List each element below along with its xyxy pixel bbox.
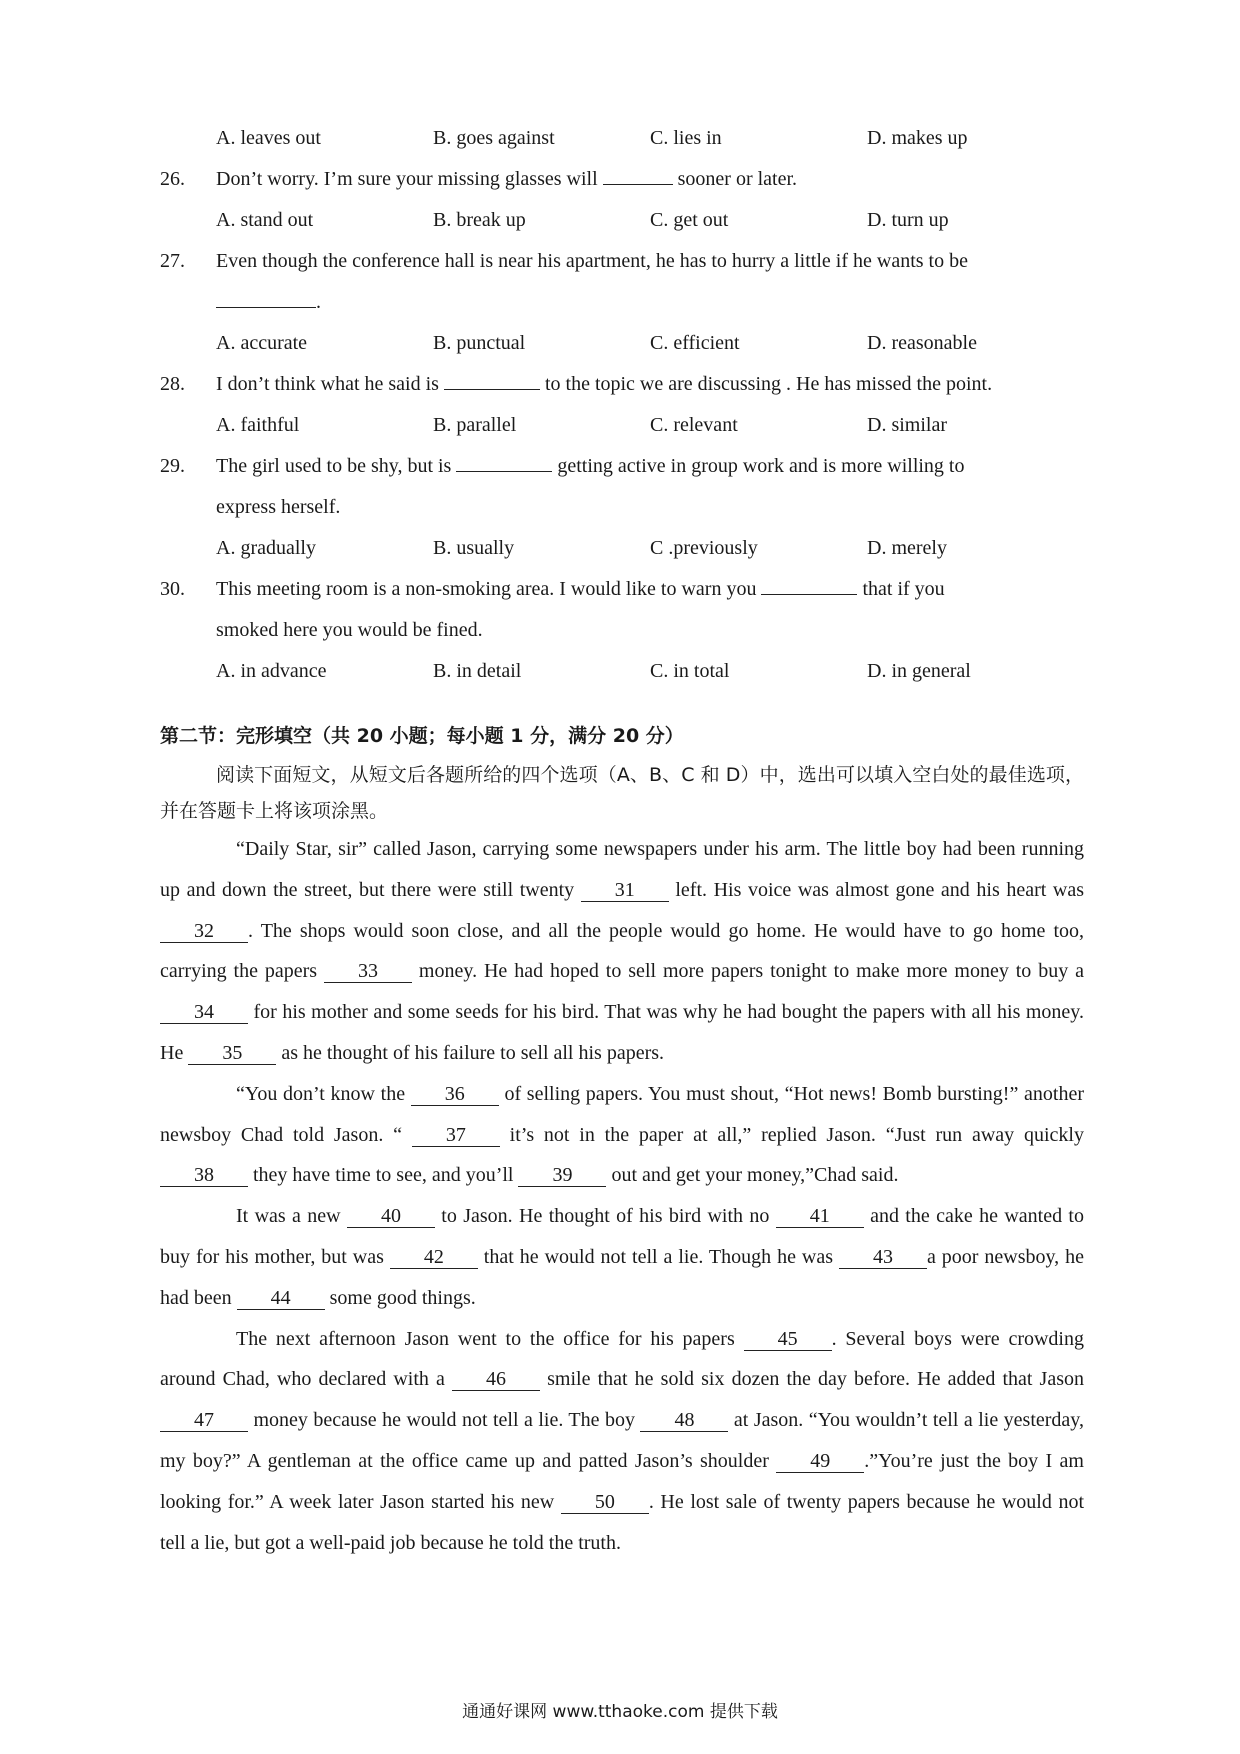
option-b: B. punctual [433, 332, 526, 354]
q28-options [160, 405, 1084, 446]
cloze-blank: 37 [412, 1124, 500, 1147]
cloze-passage [160, 829, 1084, 1563]
question-text: The girl used to be shy, but is getting active in group work and is more willing to [216, 446, 1084, 487]
option-c: C. lies in [650, 127, 722, 149]
question-30 [160, 569, 1084, 610]
cloze-blank: 38 [160, 1164, 248, 1187]
question-text: This meeting room is a non-smoking area. I would like to warn you that if you [216, 569, 1084, 610]
q25-options [160, 118, 1084, 159]
option-c: C. efficient [650, 332, 740, 354]
option-b: B. in detail [433, 660, 522, 682]
q26-options [160, 200, 1084, 241]
q30-options [160, 651, 1084, 692]
option-a: A. leaves out [216, 127, 321, 149]
option-c: C. get out [650, 209, 729, 231]
question-28 [160, 364, 1084, 405]
cloze-blank: 32 [160, 920, 248, 943]
option-b: B. goes against [433, 127, 555, 149]
option-b: B. usually [433, 537, 515, 559]
option-a: A. stand out [216, 209, 314, 231]
cloze-blank: 34 [160, 1001, 248, 1024]
question-26 [160, 159, 1084, 200]
option-d: D. merely [867, 537, 947, 559]
cloze-blank: 33 [324, 960, 412, 983]
cloze-blank: 49 [776, 1450, 864, 1473]
passage-paragraph: The next afternoon Jason went to the office for his papers 45 . Several boys were crowding around Chad, who declared with a 46 smile that he sold six dozen the day before. He added that Jason 47 money because he would not tell a lie. The boy 48 at Jason. “You wouldn’t tell a lie yesterday, my boy?” A gentleman at the office came up and patted Jason’s shoulder 49 .”You’re just the boy I am looking for.” A week later Jason started his new 50 . He lost sale of twenty papers because he would not tell a lie, but got a well-paid job because he told the truth. [160, 1327, 1085, 1554]
section-instructions: 阅读下面短文，从短文后各题所给的四个选项（A、B、C 和 D）中，选出可以填入空白处的最佳选项，并在答题卡上将该项涂黑。 [160, 764, 1084, 822]
question-text: I don’t think what he said is to the topic we are discussing . He has missed the point. [216, 364, 1084, 405]
option-d: D. reasonable [867, 332, 977, 354]
cloze-blank: 47 [160, 1409, 248, 1432]
answer-blank [603, 163, 673, 185]
section-heading: 第二节：完形填空（共 20 小题；每小题 1 分，满分 20 分） [160, 725, 684, 747]
cloze-blank: 44 [237, 1287, 325, 1310]
option-d: D. turn up [867, 209, 949, 231]
q27-options [160, 323, 1084, 364]
option-d: D. similar [867, 414, 947, 436]
question-29 [160, 446, 1084, 487]
cloze-blank: 31 [581, 879, 669, 902]
page-footer: 通通好课网 www.tthaoke.com 提供下载 [462, 1702, 778, 1722]
question-continuation: smoked here you would be fined. [216, 619, 483, 641]
question-text: Don’t worry. I’m sure your missing glasses will sooner or later. [216, 159, 1084, 200]
option-c: C .previously [650, 537, 758, 559]
cloze-blank: 41 [776, 1205, 864, 1228]
passage-paragraph: “You don’t know the 36 of selling papers. You must shout, “Hot news! Bomb bursting!” another newsboy Chad told Jason. “ 37 it’s not in the paper at all,” replied Jason. “Just run away quickly 38 they have time to see, and you’ll 39 out and get your money,”Chad said. [160, 1082, 1084, 1187]
option-a: A. in advance [216, 660, 327, 682]
answer-blank [444, 368, 540, 390]
passage-paragraph: It was a new 40 to Jason. He thought of his bird with no 41 and the cake he wanted to buy for his mother, but was 42 that he would not tell a lie. Though he was 43 a poor newsboy, he had been 44 some good things. [160, 1205, 1085, 1309]
option-a: A. accurate [216, 332, 308, 354]
cloze-blank: 50 [561, 1491, 649, 1514]
cloze-blank: 39 [518, 1164, 606, 1187]
option-c: C. in total [650, 660, 730, 682]
answer-blank [761, 573, 857, 595]
cloze-blank: 43 [839, 1246, 927, 1269]
cloze-blank: 48 [640, 1409, 728, 1432]
question-number: 29. [160, 455, 185, 477]
question-number: 28. [160, 373, 185, 395]
cloze-blank: 42 [390, 1246, 478, 1269]
answer-blank [456, 450, 552, 472]
answer-blank [216, 286, 316, 308]
option-b: B. break up [433, 209, 526, 231]
option-a: A. faithful [216, 414, 300, 436]
question-27 [160, 241, 1084, 282]
option-c: C. relevant [650, 414, 738, 436]
cloze-blank: 45 [744, 1328, 832, 1351]
question-continuation: express herself. [216, 496, 341, 518]
question-number: 30. [160, 578, 185, 600]
option-d: D. makes up [867, 127, 968, 149]
cloze-blank: 46 [452, 1368, 540, 1391]
question-number: 27. [160, 250, 185, 272]
question-number: 26. [160, 168, 185, 190]
question-continuation: . [160, 282, 1084, 323]
exam-page [160, 118, 1084, 1563]
cloze-blank: 40 [347, 1205, 435, 1228]
cloze-blank: 35 [188, 1042, 276, 1065]
option-d: D. in general [867, 660, 971, 682]
option-b: B. parallel [433, 414, 517, 436]
q29-options [160, 528, 1084, 569]
cloze-blank: 36 [411, 1083, 499, 1106]
question-text: Even though the conference hall is near his apartment, he has to hurry a little if he wants to be [216, 250, 968, 272]
option-a: A. gradually [216, 537, 316, 559]
passage-paragraph: “Daily Star, sir” called Jason, carrying some newspapers under his arm. The little boy had been running up and down the street, but there were still twenty 31 left. His voice was almost gone and his heart was 32 . The shops would soon close, and all the people would go home. He would have to go home too, carrying the papers 33 money. He had hoped to sell more papers tonight to make more money to buy a 34 for his mother and some seeds for his bird. That was why he had bought the papers with all his money. He 35 as he thought of his failure to sell all his papers. [160, 838, 1085, 1064]
